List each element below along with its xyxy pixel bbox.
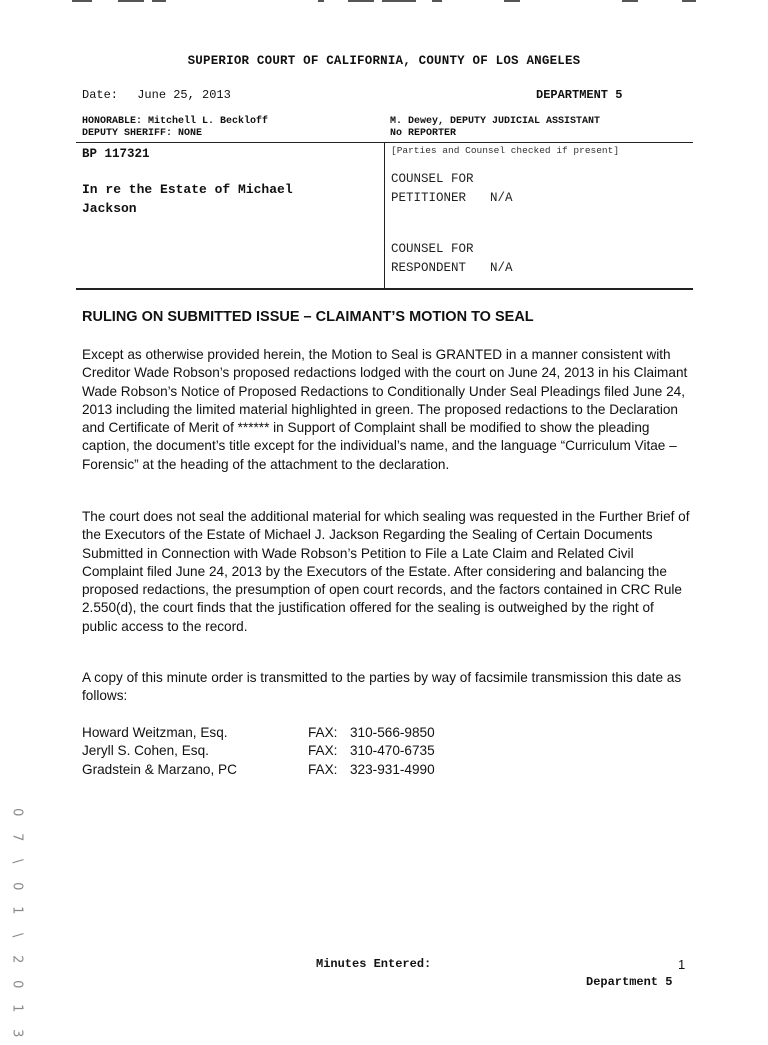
fax-row (82, 724, 435, 742)
department-footer: Department 5 (586, 975, 673, 989)
counsel-petitioner-value: N/A (490, 191, 513, 205)
fax-label: FAX: (308, 725, 338, 740)
scan-artifact (682, 0, 696, 2)
scan-artifact (382, 0, 416, 2)
paragraph-text: Except as otherwise provided herein, the Motion to Seal is GRANTED in a manner consistent with Creditor Wade Robson’s proposed redactions lodged with the court on June 24, 2013 in his Claimant Wade Robson’s Notice of Proposed Redactions to Conditionally Under Seal Pleadings filed June 24, 2013 including the limited material highlighted in green. The proposed redactions to the Declaration and Certificate of Merit of ****** in Support of Complaint shall be modified to show the pleading caption, the document’s title except for the individual’s name, and the language “Curriculum Vitae – Forensic” at the heading of the attachment to the declaration. (82, 347, 688, 472)
header-divider (384, 142, 385, 289)
court-title: SUPERIOR COURT OF CALIFORNIA, COUNTY OF LOS ANGELES (187, 54, 581, 68)
counsel-respondent (391, 240, 513, 278)
fax-recipient: Gradstein & Marzano, PC (82, 761, 237, 777)
scan-artifact (118, 0, 144, 2)
fax-recipient: Jeryll S. Cohen, Esq. (82, 743, 209, 759)
stamp-char: 1 (9, 906, 25, 915)
deputy-judicial-assistant: M. Dewey, DEPUTY JUDICIAL ASSISTANT (390, 116, 601, 127)
case-title: In re the Estate of Michael Jackson (82, 182, 293, 216)
stamp-char: 1 (9, 1004, 25, 1013)
date-value: June 25, 2013 (137, 88, 231, 102)
scan-artifact (432, 0, 442, 2)
scan-artifact (72, 0, 92, 2)
stamp-char: 0 (9, 808, 25, 817)
counsel-respondent-role: RESPONDENT (391, 261, 467, 275)
ruling-paragraph-1 (82, 346, 692, 474)
stamp-char: \ (9, 859, 25, 864)
paragraph-text: The court does not seal the additional material for which sealing was requested in the Further Brief of the Executors of the Estate of Michael J. Jackson Regarding the Sealing of Certain Documents Submitted in Connection with Wade Robson’s Petition to File a Late Claim and Related Civil Complaint filed June 24, 2013 by the Executors of the Estate. After considering and balancing the proposed redactions, the presumption of open court records, and the factors contained in CRC Rule 2.550(d), the court finds that the justification offered for the sealing is outweighed by the right of public access to the record. (82, 509, 690, 634)
page-number: 1 (678, 957, 686, 972)
scan-artifact (318, 0, 324, 2)
counsel-petitioner-role: PETITIONER (391, 191, 467, 205)
date-line (82, 88, 231, 102)
fax-label: FAX: (308, 761, 338, 777)
date-stamp (6, 800, 26, 1045)
scan-artifact (152, 0, 166, 2)
reporter: No REPORTER (390, 128, 457, 139)
deputy-sheriff: DEPUTY SHERIFF: NONE (82, 128, 203, 139)
fax-number: 323-931-4990 (350, 761, 435, 777)
fax-number: 310-470-6735 (350, 743, 435, 759)
counsel-respondent-label: COUNSEL FOR (391, 242, 474, 256)
counsel-respondent-value: N/A (490, 261, 513, 275)
case-number: BP 117321 (82, 147, 150, 161)
department-header: DEPARTMENT 5 (536, 88, 623, 102)
stamp-char: 3 (9, 1028, 25, 1037)
fax-number: 310-566-9850 (350, 725, 435, 740)
scan-artifact (504, 0, 520, 2)
header-rule-bottom (76, 288, 693, 290)
minutes-entered: Minutes Entered: (316, 957, 432, 971)
fax-list (82, 724, 435, 779)
paragraph-text: A copy of this minute order is transmitted to the parties by way of facsimile transmission this date as follows: (82, 670, 682, 704)
stamp-char: 0 (9, 979, 25, 988)
scan-artifact (622, 0, 638, 2)
counsel-petitioner-label: COUNSEL FOR (391, 172, 474, 186)
stamp-char: 2 (9, 955, 25, 964)
fax-row (82, 742, 435, 760)
stamp-char: 7 (9, 832, 25, 841)
fax-recipient: Howard Weitzman, Esq. (82, 725, 228, 740)
scan-artifact (348, 0, 374, 2)
fax-label: FAX: (308, 743, 338, 759)
stamp-char: \ (9, 932, 25, 937)
ruling-paragraph-3 (82, 669, 692, 706)
ruling-heading: RULING ON SUBMITTED ISSUE – CLAIMANT’S MOTION TO SEAL (82, 309, 534, 325)
fax-row (82, 761, 435, 779)
ruling-paragraph-2 (82, 508, 692, 636)
honorable-judge: HONORABLE: Mitchell L. Beckloff (82, 116, 269, 127)
checked-note: [Parties and Counsel checked if present] (391, 145, 620, 156)
counsel-petitioner (391, 170, 513, 208)
date-label: Date: (82, 88, 119, 102)
stamp-char: 0 (9, 881, 25, 890)
